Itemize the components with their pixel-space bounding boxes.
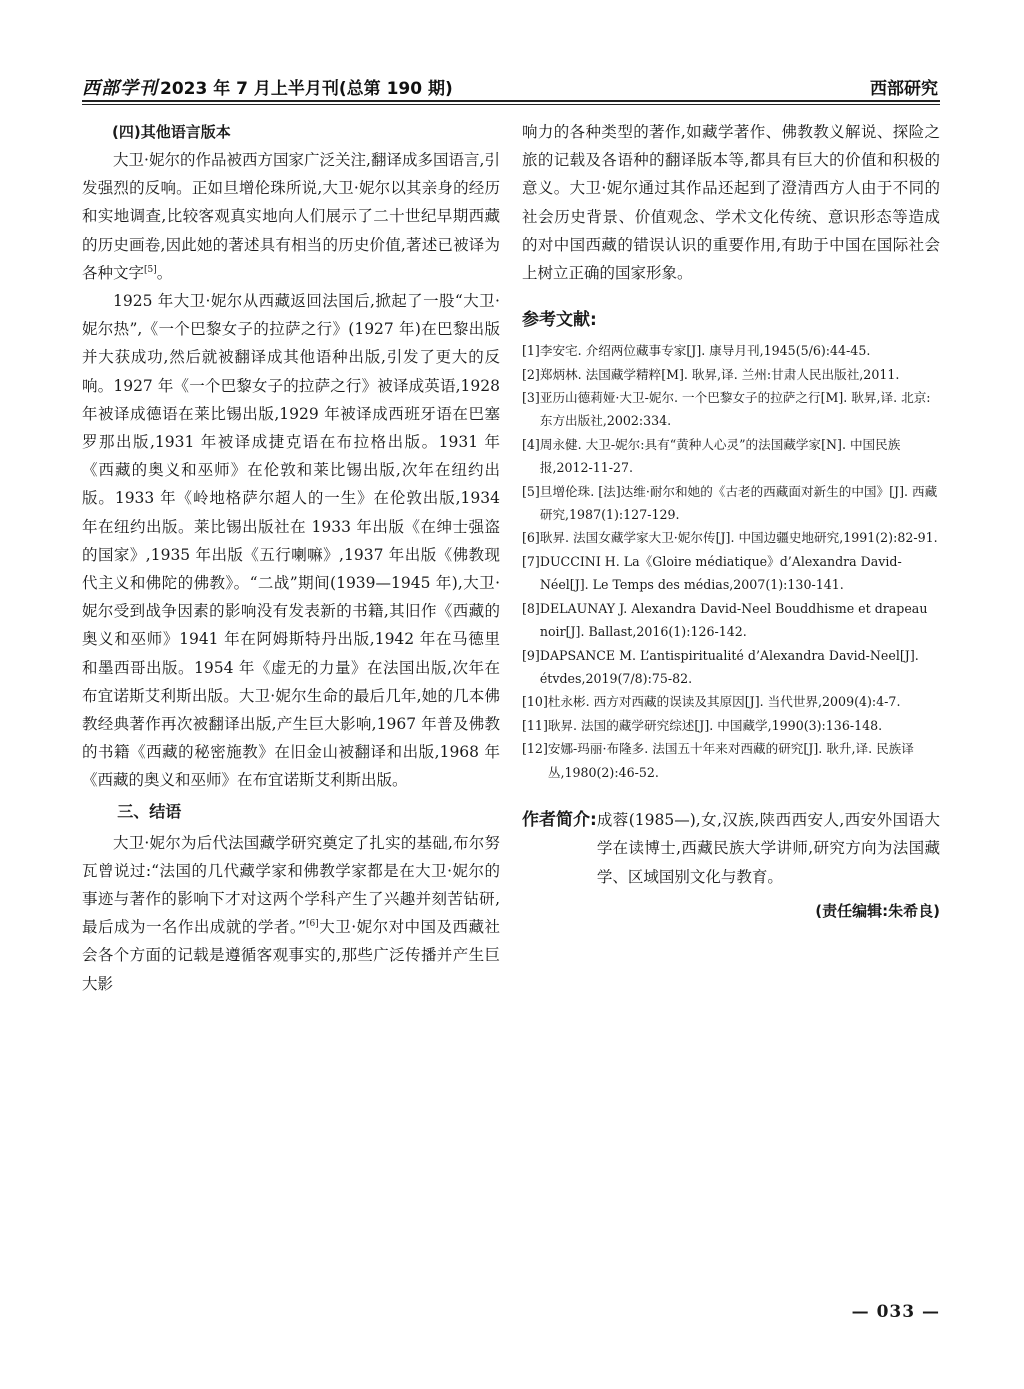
reference-item [522, 480, 940, 527]
paragraph-3-text: 大卫·妮尔为后代法国藏学研究奠定了扎实的基础,布尔努瓦曾说过:“法国的几代藏学家和佛教学家都是在大卫·妮尔的事迹与著作的影响下才对这两个学科产生了兴趣并刻苦钻研,最后成为一名作出成就的学者。” [82, 833, 500, 937]
paragraph-continued: 响力的各种类型的著作,如藏学著作、佛教教义解说、探险之旅的记载及各语种的翻译版本等,都具有巨大的价值和积极的意义。大卫·妮尔通过其作品还起到了澄清西方人由于不同的社会历史背景、价值观念、学术文化传统、意识形态等造成的对中国西藏的错误认识的重要作用,有助于中国在国际社会上树立正确的国家形象。 [522, 123, 940, 283]
reference-number: [12] [522, 741, 548, 757]
reference-item [522, 597, 940, 644]
reference-text: DAPSANCE M. L’antispiritualité d’Alexandra David-Neel[J]. étvdes,2019(7/8):75-82. [539, 647, 919, 686]
reference-item [522, 386, 940, 433]
reference-number: [6] [522, 530, 540, 546]
page-header [82, 68, 940, 108]
citation-6: [6] [305, 919, 319, 930]
reference-text: 安娜-玛丽·布隆多. 法国五十年来对西藏的研究[J]. 耿升,译. 民族译丛,1980(2):46-52. [547, 741, 914, 780]
reference-number: [11] [522, 717, 548, 733]
author-bio-text: 成蓉(1985—),女,汉族,陕西西安人,西安外国语大学在读博士,西藏民族大学讲师,研究方向为法国藏学、区域国别文化与教育。 [596, 810, 940, 886]
reference-text: 耿昇. 法国女藏学家大卫·妮尔传[J]. 中国边疆史地研究,1991(2):82-91. [539, 530, 938, 546]
paragraph-2: 1925 年大卫·妮尔从西藏返回法国后,掀起了一股“大卫·妮尔热”,《一个巴黎女子的拉萨之行》(1927 年)在巴黎出版并大获成功,然后就被翻译成其他语种出版,引发了更大的反响。1927 年《一个巴黎女子的拉萨之行》被译成英语,1928 年被译成德语在莱比锡出版,1929 年被译成西班牙语在巴塞罗那出版,1931 年被译成捷克语在布拉格出版。1931 年《西藏的奥义和巫师》在伦敦和莱比锡出版,次年在纽约出版。1933 年《岭地格萨尔超人的一生》在伦敦出版,1934 年在纽约出版。莱比锡出版社在 1933 年出版《在绅士强盗的国家》,1935 年出版《五行喇嘛》,1937 年出版《佛教现代主义和佛陀的佛教》。“二战”期间(1939—1945 年),大卫·妮尔受到战争因素的影响没有发表新的书籍,其旧作《西藏的奥义和巫师》1941 年在阿姆斯特丹出版,1942 年在马德里和墨西哥出版。1954 年《虚无的力量》在法国出版,次年在布宜诺斯艾利斯出版。大卫·妮尔生命的最后几年,她的几本佛教经典著作再次被翻译出版,产生巨大影响,1967 年普及佛教的书籍《西藏的秘密施教》在旧金山被翻译和出版,1968 年《西藏的奥义和巫师》在布宜诺斯艾利斯出版。 [82, 292, 500, 790]
reference-text: 旦增伦珠. [法]达维·耐尔和她的《古老的西藏面对新生的中国》[J]. 西藏研究,1987(1):127-129. [539, 483, 938, 523]
subsection-heading: (四)其他语言版本 [112, 123, 231, 141]
responsible-editor: (责任编辑:朱希良) [815, 902, 940, 921]
reference-number: [8] [522, 600, 540, 616]
right-column [522, 118, 940, 925]
reference-text: 亚历山德莉娅·大卫-妮尔. 一个巴黎女子的拉萨之行[M]. 耿昇,译. 北京:东方出版社,2002:334. [539, 390, 931, 429]
left-column [82, 118, 500, 998]
section-heading: 三、结语 [117, 801, 182, 821]
reference-text: 耿昇. 法国的藏学研究综述[J]. 中国藏学,1990(3):136-148. [547, 717, 883, 733]
author-bio-label: 作者简介: [522, 809, 597, 830]
reference-item [522, 550, 940, 597]
reference-number: [4] [522, 436, 540, 452]
reference-item [522, 644, 940, 691]
reference-item [522, 433, 940, 480]
reference-item [522, 690, 940, 713]
journal-logo: 西部学刊 [82, 78, 158, 99]
section-name: 西部研究 [870, 79, 938, 99]
reference-number: [5] [522, 483, 540, 499]
reference-item [522, 339, 940, 362]
issue-info: 2023 年 7 月上半月刊(总第 190 期) [160, 79, 453, 99]
references-list [522, 339, 940, 784]
references-heading: 参考文献: [522, 310, 597, 331]
paragraph-3 [82, 829, 500, 998]
reference-number: [2] [522, 366, 540, 382]
author-bio [522, 806, 940, 892]
reference-text: 郑炳林. 法国藏学精粹[M]. 耿昇,译. 兰州:甘肃人民出版社,2011. [539, 366, 900, 382]
reference-item [522, 714, 940, 737]
reference-text: DUCCINI H. La《Gloire médiatique》d’Alexandra David-Néel[J]. Le Temps des médias,2007(1):130-141. [539, 553, 902, 593]
paragraph-3-end: 大卫·妮尔对中国及西藏社会各个方面的记载是遵循客观事实的,那些广泛传播并产生巨大影 [82, 918, 500, 993]
paragraph-1-text: 大卫·妮尔的作品被西方国家广泛关注,翻译成多国语言,引发强烈的反响。正如旦增伦珠所说,大卫·妮尔以其亲身的经历和实地调查,比较客观真实地向人们展示了二十世纪早期西藏的历史画卷,因此她的著述具有相当的历史价值,著述已被译为各种文字 [82, 151, 500, 282]
reference-item [522, 526, 940, 549]
reference-number: [9] [522, 647, 540, 663]
reference-number: [1] [522, 343, 540, 359]
page-number: — 033 — [851, 1302, 940, 1322]
reference-text: DELAUNAY J. Alexandra David-Neel Bouddhisme et drapeau noir[J]. Ballast,2016(1):126-142. [539, 600, 928, 640]
reference-text: 李安宅. 介绍两位藏事专家[J]. 康导月刊,1945(5/6):44-45. [539, 343, 871, 359]
header-rule [82, 100, 940, 102]
reference-number: [3] [522, 390, 540, 406]
reference-text: 周永健. 大卫-妮尔:具有“黄种人心灵”的法国藏学家[N]. 中国民族报,2012-11-27. [539, 436, 901, 476]
paragraph-1 [82, 146, 500, 287]
paragraph-1-end: 。 [156, 263, 173, 282]
reference-text: 杜永彬. 西方对西藏的误读及其原因[J]. 当代世界,2009(4):4-7. [547, 694, 901, 710]
reference-number: [10] [522, 694, 548, 710]
reference-item [522, 363, 940, 386]
reference-item [522, 737, 940, 784]
header-rule-thin [82, 104, 940, 105]
reference-number: [7] [522, 553, 540, 569]
citation-5: [5] [144, 264, 157, 275]
